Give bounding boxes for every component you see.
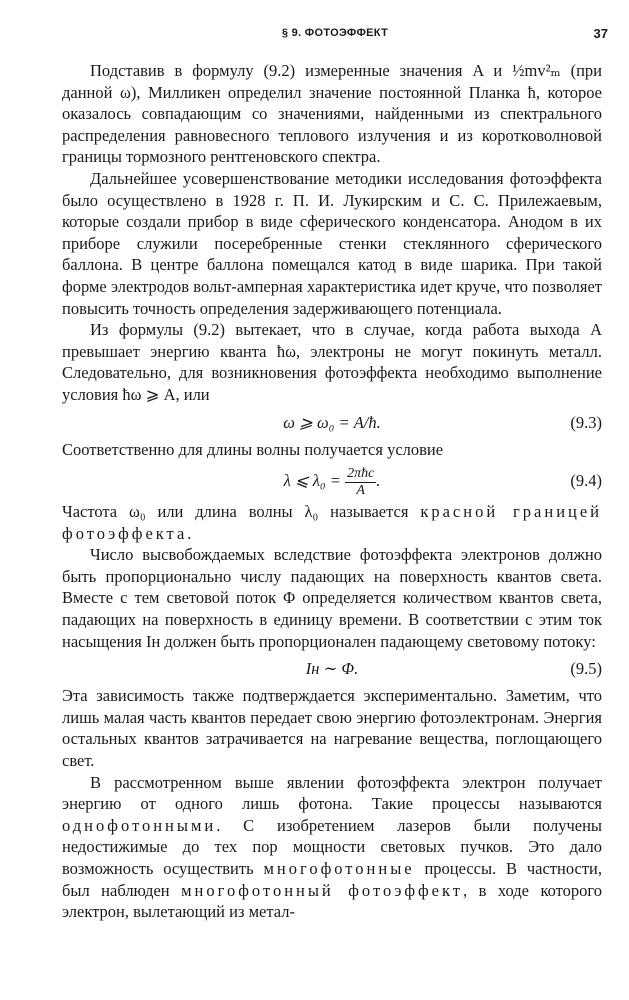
fraction-denominator: A (356, 482, 365, 498)
equation-9-3 (62, 406, 602, 439)
paragraph-4: Соответственно для длины волны получается условие (62, 439, 444, 459)
page-number: 37 (593, 26, 608, 41)
paragraph-3: Из формулы (9.2) вытекает, что в случае, когда работа выхода A превышает энергию кванта ħω, электроны не могут покинуть металл. Следовательно, для возникновения фотоэффекта необходимо выполнение условия ħω ⩾ A, или (62, 320, 602, 404)
equation-9-4-number: (9.4) (570, 471, 602, 491)
equation-9-5-body: Iн ∼ Φ. (305, 659, 359, 679)
equation-9-5-number: (9.5) (570, 659, 602, 679)
fraction-numerator: 2πħc (347, 466, 375, 482)
equation-9-4-tail: . (376, 471, 381, 491)
equation-9-4 (62, 460, 602, 501)
term-multiphoton: многофотонные (263, 859, 415, 878)
running-header (62, 27, 608, 47)
paragraph-8 (62, 772, 602, 923)
page-body (62, 60, 602, 923)
term-red-boundary: красной границей фотоэффекта (62, 502, 603, 543)
equation-9-3-number: (9.3) (570, 412, 602, 432)
equation-9-3-body: ω ⩾ ω₀ = A/ħ. (283, 412, 381, 432)
equation-9-4-fraction (345, 466, 376, 498)
term-single-photon: однофотонными (62, 815, 217, 835)
equation-9-4-left: λ ⩽ λ₀ = (283, 471, 341, 491)
paragraph-5 (62, 501, 602, 544)
paragraph-5-end: . (187, 523, 192, 543)
paragraph-8-text-e: процессы. В частности, был наблюден (62, 859, 602, 900)
paragraph-5-text: Частота ω₀ или длина волны λ₀ называется (62, 502, 409, 522)
paragraph-6: Число высвобождаемых вследствие фотоэффекта электронов должно быть пропорционально числу падающих на поверхность квантов света. Вместе с тем световой поток Φ определяется количеством квантов света, падающих на поверхность в единицу времени. В соответствии с этим ток насыщения Iн должен быть пропорционален падающему световому потоку: (62, 545, 602, 651)
paragraph-8-text-g: , в ходе которого электрон, вылетающий из метал- (62, 880, 603, 922)
paragraph-8-text-c: . С изобретением лазеров были получены недостижимые до тех пор мощности световых пучков. Это дало возможность осуществить (62, 815, 602, 878)
section-title: § 9. ФОТОЭФФЕКТ (281, 27, 389, 39)
paragraph-7: Эта зависимость также подтверждается экспериментально. Заметим, что лишь малая часть квантов передает свою энергию фотоэлектронам. Энергия остальных квантов затрачивается на нагревание вещества, поглощающего свет. (62, 686, 602, 771)
term-multiphoton-photoeffect: многофотонный фотоэффект (181, 880, 464, 900)
paragraph-8-text-a: В рассмотренном выше явлении фотоэффекта электрон получает энергию от одного лишь фотона. Такие процессы называются (62, 772, 602, 814)
paragraph-1: Подставив в формулу (9.2) измеренные значения A и ½mv²ₘ (при данной ω), Милликен определил значение постоянной Планка ħ, которое оказалось совпадающим со значениями, найденными из спектрального распределения равновесного теплового излучения и из коротковолновой границы тормозного рентгеновского спектра. (62, 61, 602, 167)
paragraph-2: Дальнейшее усовершенствование методики исследования фотоэффекта было осуществлено в 1928 г. П. И. Лукирским и С. С. Прилежаевым, которые создали прибор в виде сферического конденсатора. Анодом в их приборе служили посеребренные стенки стеклянного сферического баллона. В центре баллона помещался катод в виде шарика. При такой форме электродов вольт-амперная характеристика идет круче, что позволяет повысить точность определения задерживающего потенциала. (62, 168, 602, 318)
equation-9-5 (62, 652, 602, 685)
